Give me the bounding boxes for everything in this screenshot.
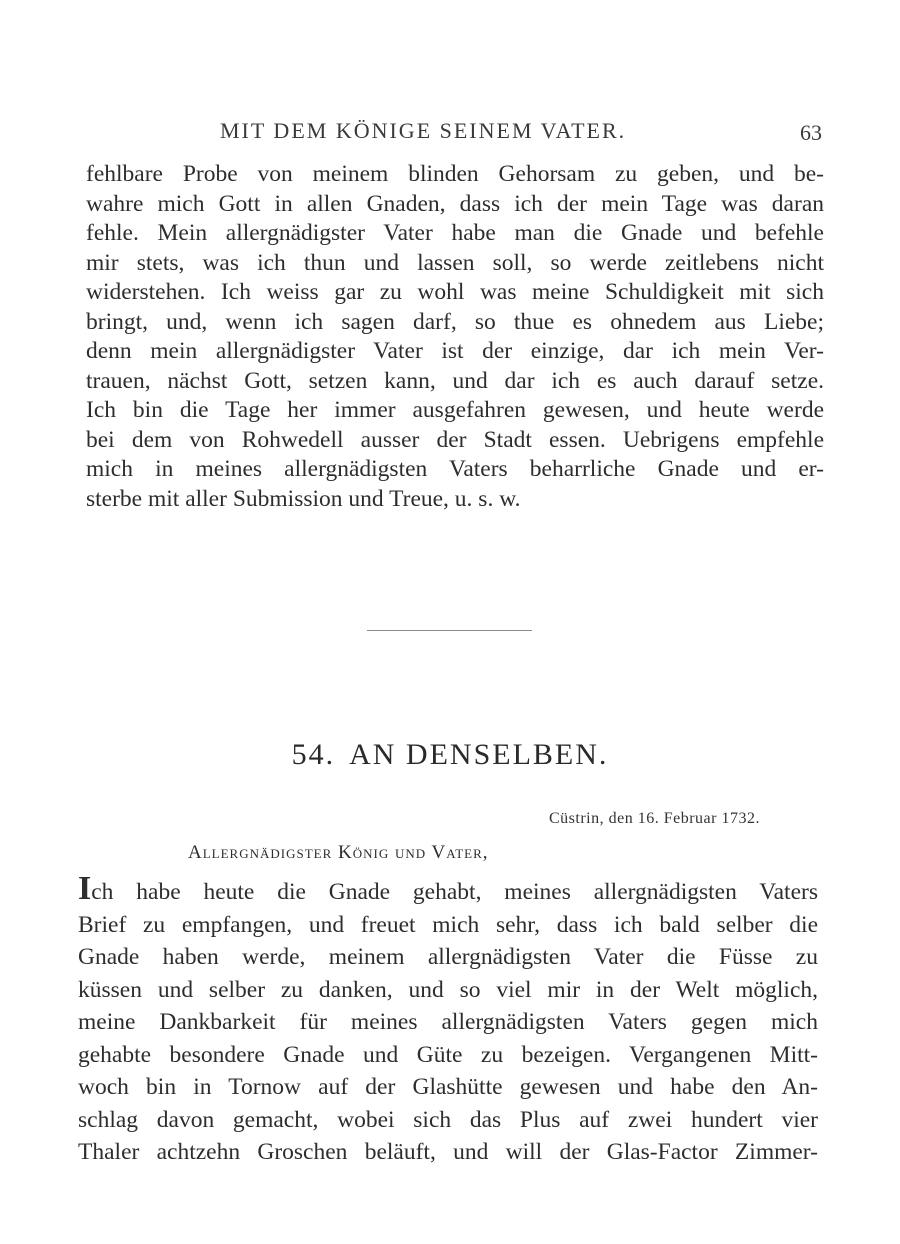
- text-line: mir stets, was ich thun und lassen soll, so werde zeitlebens nicht: [86, 249, 824, 276]
- running-head: [0, 118, 900, 148]
- text-line: bei dem von Rohwedell ausser der Stadt essen. Uebrigens empfehle: [86, 426, 824, 453]
- text-line: denn mein allergnädigster Vater ist der einzige, dar ich mein Ver-: [86, 338, 824, 364]
- text-line: küssen und selber zu danken, und so viel mir in der Welt möglich,: [78, 976, 818, 1003]
- text-line: wahre mich Gott in allen Gnaden, dass ich der mein Tage was daran: [86, 190, 824, 217]
- text-line: schlag davon gemacht, wobei sich das Plus auf zwei hundert vier: [78, 1106, 818, 1133]
- salutation: Allergnädigster König und Vater,: [188, 842, 489, 863]
- initial-letter: I: [78, 870, 92, 907]
- text-line: Gnade haben werde, meinem allergnädigsten Vater die Füsse zu: [78, 944, 818, 970]
- continuation-paragraph: [86, 160, 824, 514]
- text-line: mich in meines allergnädigsten Vaters beharrliche Gnade und er-: [86, 456, 824, 482]
- text-line: Brief zu empfangen, und freuet mich sehr, dass ich bald selber die: [78, 911, 818, 938]
- letter-paragraph: [78, 872, 818, 1169]
- text-line: Ich bin die Tage her immer ausgefahren gewesen, und heute werde: [86, 397, 824, 423]
- page-number: 63: [800, 120, 822, 145]
- text-line: gehabte besondere Gnade und Güte zu bezeigen. Vergangenen Mitt-: [78, 1041, 818, 1068]
- section-divider: [367, 630, 532, 631]
- text-line: [78, 872, 818, 909]
- text-line: fehle. Mein allergnädigster Vater habe man die Gnade und befehle: [86, 220, 824, 246]
- text-line: bringt, und, wenn ich sagen darf, so thue es ohnedem aus Liebe;: [86, 308, 824, 335]
- text-line: fehlbare Probe von meinem blinden Gehorsam zu geben, und be-: [86, 161, 824, 187]
- text-line: trauen, nächst Gott, setzen kann, und dar ich es auch darauf setze.: [86, 367, 824, 394]
- text-line: Thaler achtzehn Groschen beläuft, und will der Glas-Factor Zimmer-: [78, 1139, 818, 1165]
- letter-title: AN DENSELBEN.: [349, 738, 609, 771]
- dateline: Cüstrin, den 16. Februar 1732.: [549, 810, 760, 827]
- running-title: MIT DEM KÖNIGE SEINEM VATER.: [220, 118, 627, 143]
- text-line: woch bin in Tornow auf der Glashütte gewesen und habe den An-: [78, 1074, 818, 1100]
- first-line-text: ch habe heute die Gnade gehabt, meines allergnädigsten Vaters: [91, 879, 818, 905]
- text-line: meine Dankbarkeit für meines allergnädigsten Vaters gegen mich: [78, 1009, 818, 1035]
- letter-number: 54.: [291, 738, 336, 771]
- letter-heading: [0, 738, 900, 772]
- text-line: widerstehen. Ich weiss gar zu wohl was meine Schuldigkeit mit sich: [86, 279, 824, 305]
- text-line: sterbe mit aller Submission und Treue, u. s. w.: [86, 485, 521, 512]
